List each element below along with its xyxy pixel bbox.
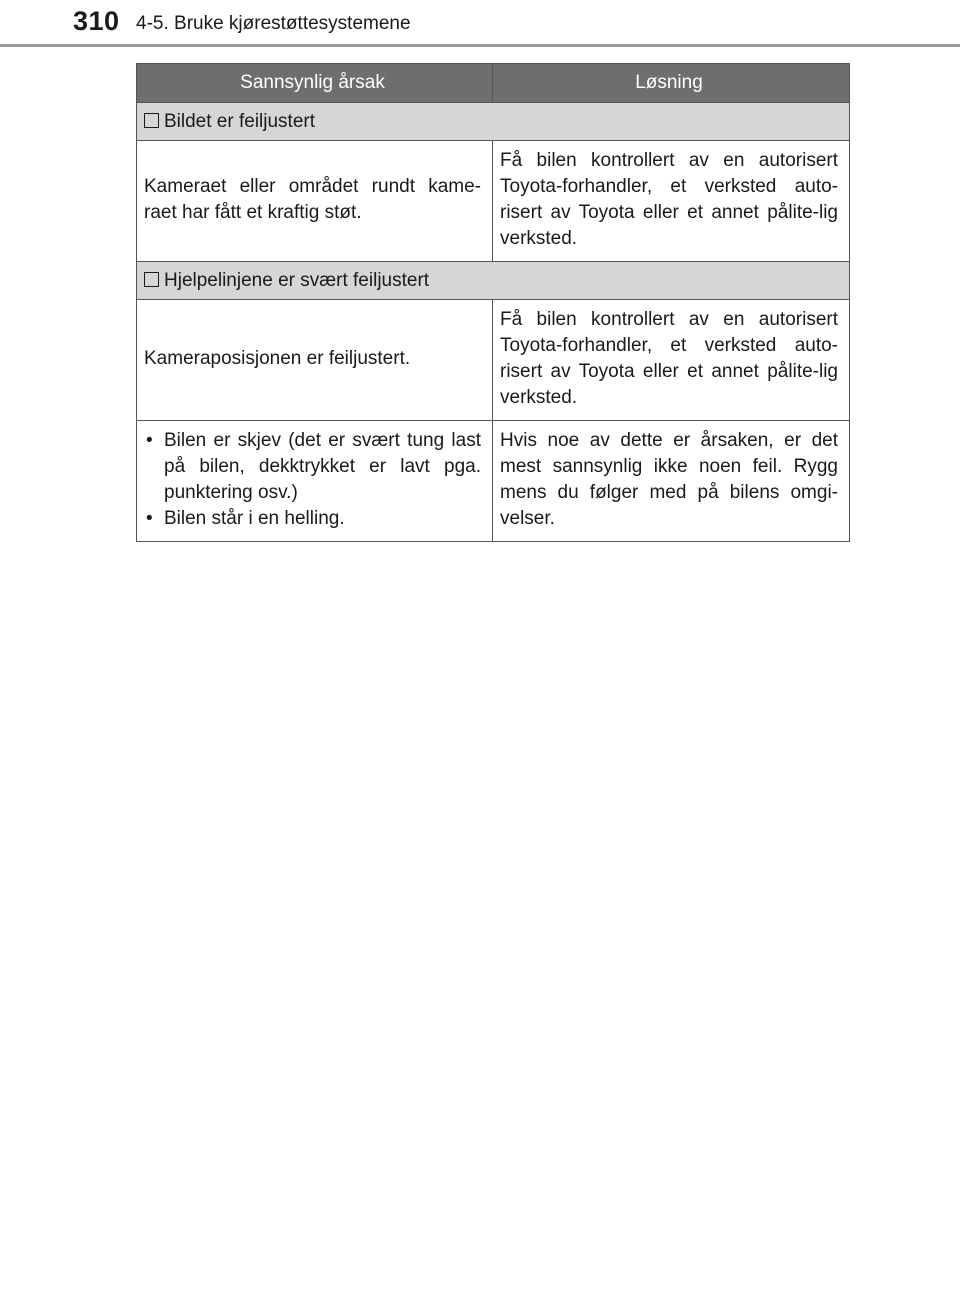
group-title: Bildet er feiljustert [164, 110, 316, 132]
solution-cell: Få bilen kontrollert av en autorisert Toyota-forhandler, et verksted auto-risert av Toyota eller et annet pålite-lig verksted. [493, 141, 850, 262]
group-heading-image-misaligned [137, 103, 850, 141]
table-row [137, 300, 850, 421]
troubleshooting-table [136, 63, 850, 542]
group-row [137, 262, 850, 300]
group-heading-guidelines-misaligned [137, 262, 850, 300]
table-row [137, 421, 850, 542]
column-header-solution: Løsning [493, 64, 850, 103]
checkbox-square-icon [144, 272, 159, 287]
solution-cell: Få bilen kontrollert av en autorisert Toyota-forhandler, et verksted auto-risert av Toyota eller et annet pålite-lig verksted. [493, 300, 850, 421]
section-title: 4-5. Bruke kjørestøttesystemene [136, 13, 411, 34]
cause-cell: Kameraet eller området rundt kame-raet har fått et kraftig støt. [137, 141, 493, 262]
group-title: Hjelpelinjene er svært feiljustert [164, 269, 430, 291]
cause-bullet-item: • Bilen står i en helling. [144, 506, 481, 532]
table-row [137, 141, 850, 262]
cause-cell [137, 421, 493, 542]
column-header-cause: Sannsynlig årsak [137, 64, 493, 103]
checkbox-square-icon [144, 113, 159, 128]
cause-bullet-list [144, 428, 481, 532]
cause-cell: Kameraposisjonen er feiljustert. [137, 300, 493, 421]
group-row [137, 103, 850, 141]
cause-bullet-item: • Bilen er skjev (det er svært tung last på bilen, dekktrykket er lavt pga. punktering osv.) [144, 428, 481, 506]
page-number: 310 [73, 6, 120, 36]
table-header-row [137, 64, 850, 103]
page-header [0, 0, 960, 48]
header-divider [0, 44, 960, 47]
solution-cell: Hvis noe av dette er årsaken, er det mest sannsynlig ikke noen feil. Rygg mens du følger med på bilens omgi-velser. [493, 421, 850, 542]
